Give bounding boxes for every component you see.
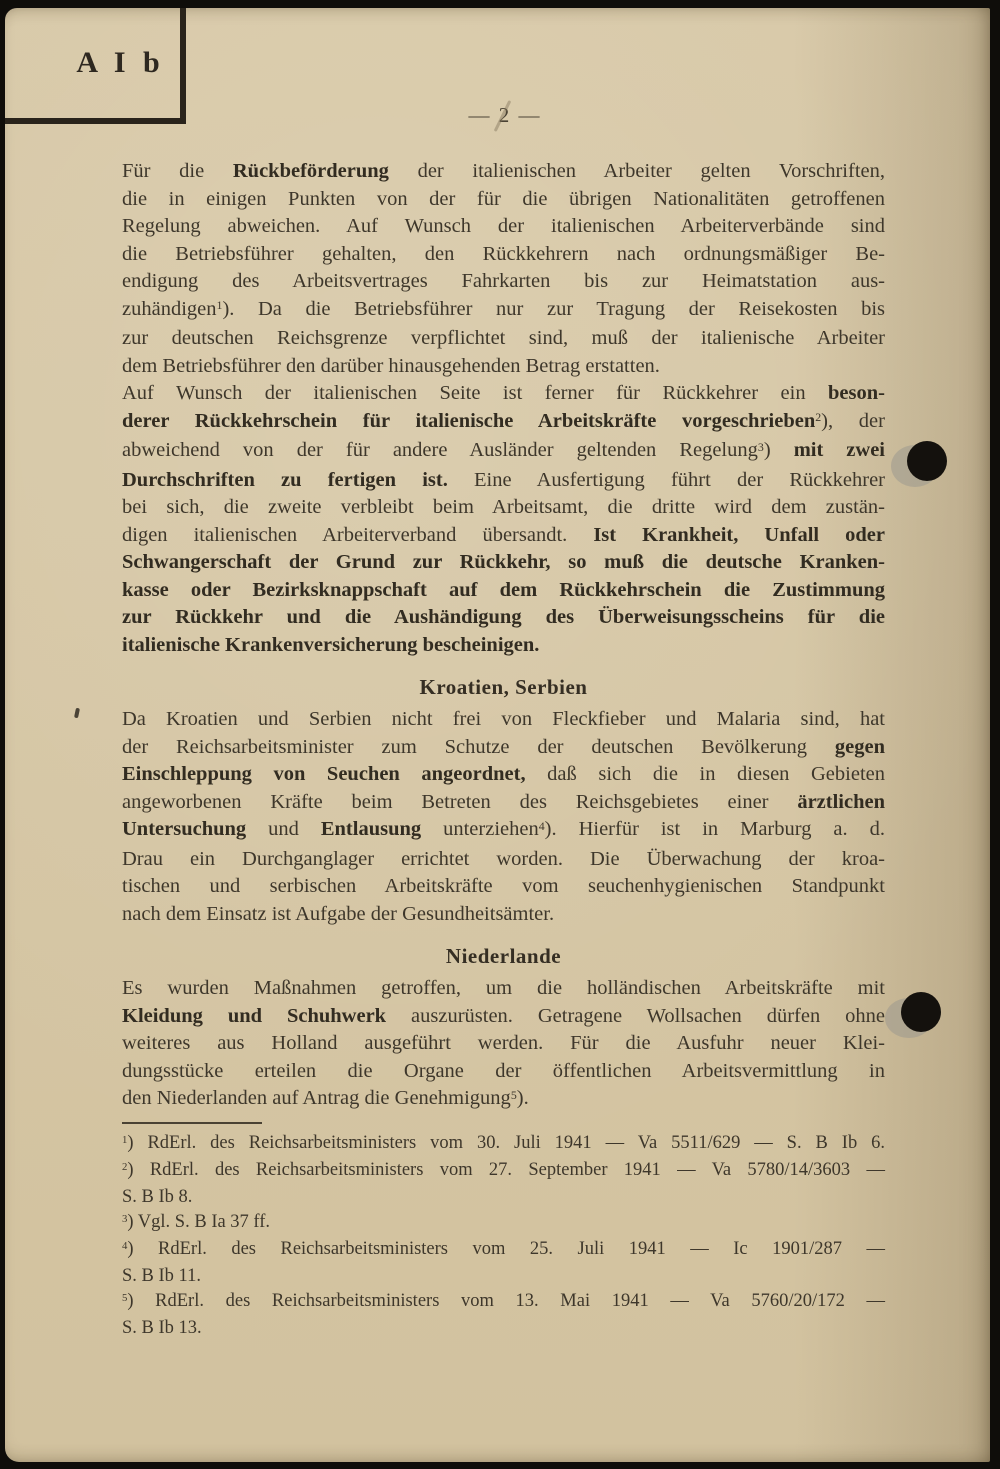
- text-line: Regelung abweichen. Auf Wunsch der italienischen Arbeiterverbände sind: [122, 215, 885, 237]
- text-line: S. B Ib 11.: [122, 1265, 201, 1286]
- paper-sheet: [5, 8, 990, 1462]
- punch-hole: [901, 992, 941, 1032]
- text-line: Auf Wunsch der italienischen Seite ist ferner für Rückkehrer ein beson-: [122, 382, 885, 404]
- paragraph: [122, 380, 885, 659]
- paragraph: [122, 975, 885, 1115]
- text-line: Da Kroatien und Serbien nicht frei von Fleckfieber und Malaria sind, hat: [122, 708, 885, 730]
- footnote-ref: 3: [122, 1212, 128, 1225]
- text-line: zur Rückkehr und die Aushändigung des Überweisungsscheins für die: [122, 606, 885, 628]
- text-line: kasse oder Bezirksknappschaft auf dem Rückkehrschein die Zustimmung: [122, 578, 885, 601]
- footnote-ref: 2: [815, 410, 822, 425]
- text-blocks: [122, 158, 885, 1115]
- text-line: $^5$) RdErl. des Reichsarbeitsministers vom 13. Mai 1941 — Va 5760/20/172 —: [122, 1290, 885, 1311]
- text-line: zuhändigen$^1$). Da die Betriebsführer nur zur Tragung der Reisekosten bis: [122, 297, 885, 320]
- text-line: $^1$) RdErl. des Reichsarbeitsministers vom 30. Juli 1941 — Va 5511/629 — S. B Ib 6.: [122, 1132, 885, 1153]
- footnote-ref: 3: [757, 439, 764, 454]
- section-heading: Niederlande: [445, 944, 562, 968]
- text-line: S. B Ib 8.: [122, 1186, 193, 1207]
- text-line: $^2$) RdErl. des Reichsarbeitsministers vom 27. September 1941 — Va 5780/14/3603 —: [122, 1159, 885, 1180]
- text-line: die in einigen Punkten von der für die übrigen Nationalitäten getroffenen: [122, 187, 885, 210]
- text-line: dem Betriebsführer den darüber hinausgehenden Betrag erstatten.: [122, 354, 660, 377]
- classification-tab: [5, 8, 186, 124]
- text-line: weiteres aus Holland ausgeführt werden. Für die Ausfuhr neuer Klei-: [122, 1032, 885, 1054]
- text-line: derer Rückkehrschein für italienische Arbeitskräfte vorgeschrieben$^2$), der: [122, 409, 885, 432]
- text-line: italienische Krankenversicherung bescheinigen.: [122, 633, 540, 656]
- punch-hole: [907, 441, 947, 481]
- footnote-ref: 1: [122, 1133, 128, 1146]
- text-line: Einschleppung von Seuchen angeordnet, daß sich die in diesen Gebieten: [122, 763, 885, 785]
- text-line: Durchschriften zu fertigen ist. Eine Ausfertigung führt der Rückkehrer: [122, 468, 885, 491]
- section-heading: Kroatien, Serbien: [419, 675, 588, 699]
- text-line: endigung des Arbeitsvertrages Fahrkarten bis zur Heimatstation aus-: [122, 270, 885, 292]
- footnote-ref: 4: [538, 818, 545, 833]
- footnote-ref: 5: [510, 1087, 517, 1102]
- paragraph: [122, 158, 885, 380]
- text-line: S. B Ib 13.: [122, 1317, 202, 1338]
- text-line: Untersuchung und Entlausung unterziehen$^4$). Hierfür ist in Marburg a. d.: [122, 818, 885, 840]
- footnotes: [122, 1131, 885, 1341]
- text-line: Es wurden Maßnahmen getroffen, um die holländischen Arbeitskräfte mit: [122, 977, 885, 999]
- footnote-ref: 2: [122, 1160, 128, 1173]
- footnote-separator: [122, 1122, 262, 1124]
- paragraph: [122, 706, 885, 928]
- text-line: $^4$) RdErl. des Reichsarbeitsministers vom 25. Juli 1941 — Ic 1901/287 —: [122, 1238, 885, 1259]
- page-number-text: — 2 —: [468, 103, 542, 127]
- document-body: [122, 158, 885, 1341]
- text-line: Kleidung und Schuhwerk auszurüsten. Getragene Wollsachen dürfen ohne: [122, 1004, 885, 1027]
- text-line: den Niederlanden auf Antrag die Genehmigung$^5$).: [122, 1087, 529, 1109]
- text-line: die Betriebsführer gehalten, den Rückkehrern nach ordnungsmäßiger Be-: [122, 242, 885, 265]
- text-line: Drau ein Durchganglager errichtet worden. Die Überwachung der kroa-: [122, 847, 885, 870]
- text-line: nach dem Einsatz ist Aufgabe der Gesundheitsämter.: [122, 902, 555, 925]
- text-line: abweichend von der für andere Ausländer geltenden Regelung$^3$) mit zwei: [122, 439, 886, 461]
- footnote-ref: 4: [122, 1239, 128, 1252]
- text-line: dungsstücke erteilen die Organe der öffentlichen Arbeitsvermittlung in: [122, 1059, 885, 1082]
- text-line: digen italienischen Arbeiterverband übersandt. Ist Krankheit, Unfall oder: [122, 523, 885, 546]
- text-line: angeworbenen Kräfte beim Betreten des Reichsgebietes einer ärztlichen: [122, 790, 885, 813]
- text-line: Schwangerschaft der Grund zur Rückkehr, so muß die deutsche Kranken-: [122, 551, 885, 573]
- footnote-ref: 1: [216, 298, 223, 313]
- footnote-ref: 5: [122, 1291, 128, 1304]
- page-number: [405, 103, 605, 128]
- text-line: zur deutschen Reichsgrenze verpflichtet sind, muß der italienische Arbeiter: [122, 327, 885, 349]
- text-line: $^3$) Vgl. S. B Ia 37 ff.: [122, 1211, 271, 1232]
- text-line: tischen und serbischen Arbeitskräfte vom seuchenhygienischen Standpunkt: [122, 875, 885, 897]
- text-line: Für die Rückbeförderung der italienischen Arbeiter gelten Vorschriften,: [122, 160, 885, 182]
- text-line: bei sich, die zweite verbleibt beim Arbeitsamt, die dritte wird dem zustän-: [122, 496, 885, 518]
- text-line: der Reichsarbeitsminister zum Schutze der deutschen Bevölkerung gegen: [122, 735, 885, 758]
- margin-mark: [74, 708, 80, 719]
- classification-label: A I b: [76, 46, 165, 79]
